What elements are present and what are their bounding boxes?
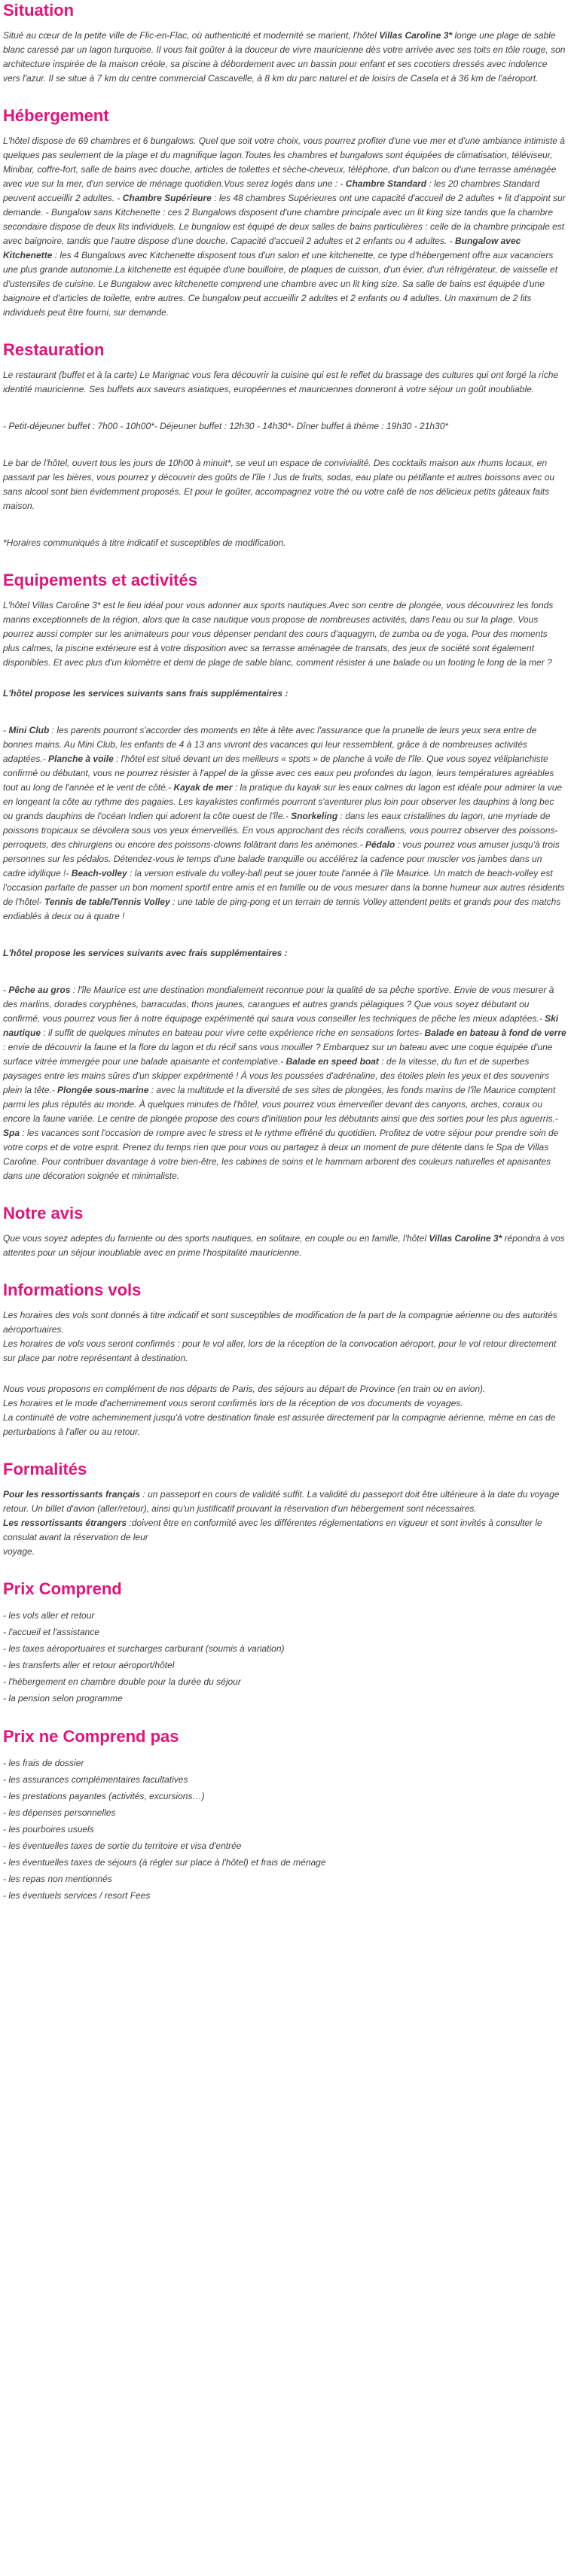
- list-item: - les assurances complémentaires facultatives: [3, 1774, 188, 1785]
- formalites-text-2: [3, 1516, 566, 1545]
- list-item: - les éventuelles taxes de sortie du territoire et visa d'entrée: [3, 1841, 242, 1851]
- service-ski-nautique: Ski nautique: [3, 1013, 559, 1038]
- paid-services-part: : les vacances sont l'occasion de rompre avec le stress et le rythme effréné du quotidien. Profitez de votre séjour pour prendre soin de votre corps et de votre esprit. Prenez du temps rien que pour vous ou partagez à deux un moment de pure détente dans le Spa de Villas Caroline. Pour contribuer davantage à votre bien-être, les cabines de soins et le hammam arborent des couleurs naturelles et apaisantes dans une décoration soignée et minimaliste.: [3, 1128, 559, 1181]
- formalites-text-1: [3, 1487, 566, 1516]
- comprend-heading: Prix Comprend: [3, 1579, 122, 1598]
- restauration-text-1: Le restaurant (buffet et à la carte) Le Marignac vous fera découvrir la cuisine qui est le reflet du brassage des cultures qui ont forgé la riche identité mauricienne. Ses buffets aux saveurs asiatiques, européennes et mauriciennes donneront à votre séjour un goût inoubliable.: [3, 370, 559, 394]
- section-restauration: [3, 340, 566, 550]
- list-item: - les transferts aller et retour aéroport/hôtel: [3, 1660, 175, 1670]
- formalites-label-etrangers: Les ressortissants étrangers: [3, 1518, 127, 1528]
- list-item: - les repas non mentionnés: [3, 1874, 112, 1884]
- formalites-label-francais: Pour les ressortissants français: [3, 1489, 141, 1500]
- restauration-heading: Restauration: [3, 340, 105, 359]
- situation-text-part: Situé au cœur de la petite ville de Flic-en-Flac, où authenticité et modernité se marient, l'hôtel: [3, 30, 380, 41]
- list-item: - l'accueil et l'assistance: [3, 1627, 99, 1637]
- ne-comprend-heading: Prix ne Comprend pas: [3, 1727, 179, 1746]
- list-item: - les vols aller et retour: [3, 1610, 95, 1621]
- hotel-name: Villas Caroline 3*: [429, 1233, 502, 1244]
- service-plongee: Plongée sous-marine: [57, 1085, 149, 1095]
- section-prix-ne-comprend-pas: [3, 1726, 566, 1904]
- section-hebergement: [3, 105, 566, 320]
- service-bateau-fond-verre: Balade en bateau à fond de verre: [424, 1028, 566, 1038]
- service-pedalo: Pédalo: [365, 839, 395, 850]
- paid-services-heading: [3, 946, 566, 961]
- formalites-text-part: : un passeport en cours de validité suffit. La validité du passeport doit être ultérieure à la date du voyage retour. Un billet d'avion (aller/retour), ainsi qu'un justificatif prouvant la réservation d'un hébergement sont nécessaires.: [3, 1489, 560, 1514]
- equipements-heading: Equipements et activités: [3, 571, 197, 589]
- paid-services-part: -: [3, 985, 9, 995]
- list-item: - les pourboires usuels: [3, 1824, 94, 1835]
- list-item: - l'hébergement en chambre double pour la durée du séjour: [3, 1676, 241, 1687]
- room-type-superieure: Chambre Supérieure: [122, 193, 212, 203]
- vols-text-1: Les horaires des vols sont donnés à titre indicatif et sont susceptibles de modification de la part de la compagnie aérienne ou des autorités aéroportuaires.: [3, 1310, 557, 1335]
- formalites-text-part: :doivent être en conformité avec les différentes réglementations en vigueur et sont invités à consulter le consulat avant la réservation de leur: [3, 1518, 542, 1542]
- section-vols: [3, 1280, 566, 1439]
- formalites-text-3: voyage.: [3, 1546, 35, 1557]
- free-services-part: -: [3, 725, 9, 735]
- service-planche-a-voile: Planche à voile: [48, 754, 114, 764]
- free-services-part: : une table de ping-pong et un terrain de tennis Volley attendent petits et grands pour des matchs endiablés à deux ou à quatre !: [3, 897, 561, 921]
- vols-text-2: Les horaires de vols vous seront confirmés : pour le vol aller, lors de la réception de la convocation aéroport, pour le vol retour directement sur place par notre représentant à destination.: [3, 1338, 557, 1363]
- free-services-text: [3, 723, 566, 924]
- paid-services-part: : l'île Maurice est une destination mondialement reconnue pour la qualité de sa pêche sportive. Envie de vous mesurer à des marlins, dorades coryphènes, barracudas, thons jaunes, carangues et autres grands pélagiques ? Que vous soyez débutant ou confirmé, vous pourrez vous fier à notre équipage expérimenté qui saura vous conseiller les techniques de pêche les mieux adaptées.-: [3, 985, 554, 1024]
- avis-heading: Notre avis: [3, 1204, 84, 1223]
- service-snorkeling: Snorkeling: [291, 811, 338, 821]
- service-spa: Spa: [3, 1128, 20, 1138]
- free-services-part: : vous pourrez vous amuser jusqu'à trois personnes sur les pédalos. Détendez-vous le temps d'une balade tranquille ou accélérez la cadence pour muscler vos jambes dans un cadre idyllique !-: [3, 839, 560, 878]
- service-peche: Pêche au gros: [8, 985, 71, 995]
- restauration-hours: - Petit-déjeuner buffet : 7h00 - 10h00*- Déjeuner buffet : 12h30 - 14h30*- Dîner buffet à thème : 19h30 - 21h30*: [3, 421, 449, 431]
- avis-text: [3, 1232, 566, 1260]
- hebergement-text-part: : les 20 chambres Standard peuvent accueillir 2 adultes. -: [3, 178, 540, 203]
- situation-text-part: longe une plage de sable blanc caressé par un lagon turquoise. Il vous fait goûter à la douceur de vivre mauricienne dès votre arrivée avec ses toits en tôle rouge, son architecture inspirée de la maison créole, sa piscine à débordement avec un bassin pour enfant et ses cocotiers dressés avec indolence vers l'azur. Il se situe à 7 km du centre commercial Cascavelle, à 8 km du parc naturel et de loisirs de Casela et à 36 km de l'aéroport.: [3, 30, 566, 84]
- service-mini-club: Mini Club: [8, 725, 50, 735]
- vols-text-3: Nous vous proposons en complément de nos départs de Paris, des séjours au départ de Province (en train ou en avion).: [3, 1384, 486, 1394]
- hebergement-heading: Hébergement: [3, 106, 109, 125]
- section-situation: [3, 0, 566, 86]
- formalites-heading: Formalités: [3, 1460, 87, 1478]
- section-avis: [3, 1203, 566, 1260]
- list-item: - les éventuelles taxes de séjours (à régler sur place à l'hôtel) et frais de ménage: [3, 1857, 326, 1868]
- section-prix-comprend: [3, 1579, 566, 1707]
- free-services-part: : la pratique du kayak sur les eaux calmes du lagon est idéale pour admirer la vue en longeant la côte au rythme des pagaies. Les kayakistes confirmés pourront s'aventurer plus loin pour observer les dauphins à long bec ou grands dauphins de l'océan Indien qui adorent la côte ouest de l'île.-: [3, 782, 563, 821]
- list-item: - les prestations payantes (activités, excursions…): [3, 1791, 205, 1801]
- room-type-bungalow-kitchenette: Bungalow avec Kitchenette: [3, 236, 521, 260]
- service-kayak: Kayak de mer: [173, 782, 233, 793]
- restauration-bar: Le bar de l'hôtel, ouvert tous les jours de 10h00 à minuit*, se veut un espace de convivialité. Des cocktails maison aux rhums locaux, en passant par les bières, vous pourrez y découvrir des goûts de l'île ! Jus de fruits, sodas, eau plate ou pétillante et autres boissons avec ou sans alcool sont bien évidemment proposés. Et pour le goûter, accompagnez votre thé ou votre café de nos délicieux petits gâteaux faits maison.: [3, 458, 555, 511]
- section-equipements: [3, 570, 566, 1183]
- paid-services-part: : il suffit de quelques minutes en bateau pour vivre cette expérience riche en sensations fortes-: [41, 1028, 425, 1038]
- room-type-standard: Chambre Standard: [345, 178, 427, 189]
- avis-text-part: répondra à vos attentes pour un séjour inoubliable avec en prime l'hospitalité mauricienne.: [3, 1233, 565, 1258]
- equipements-text: L'hôtel Villas Caroline 3* est le lieu idéal pour vous adonner aux sports nautiques.Avec son centre de plongée, vous découvrirez les fonds marins exceptionnels de la région, alors que la case nautique vous propose de nombreuses activités, dans l'eau ou sur la plage. Vous pourrez aussi compter sur les animateurs pour vous dépenser pendant des cours d'aquagym, de zumba ou de yoga. Pour des moments plus calmes, la piscine extérieure est à votre disposition avec sa terrasse aménagée de transats, des jeux de société sont également disponibles. Et avec plus d'un kilomètre et demi de plage de sable blanc, comment résister à une balade ou un footing le long de la mer ?: [3, 600, 554, 668]
- paid-services-part: : de la vitesse, du fun et de superbes paysages entre les mains sûres d'un skipper expérimenté ! À vous les poussées d'adrénaline, des étoiles plein les yeux et des souvenirs plein la tête.-: [3, 1056, 549, 1095]
- situation-text: [3, 29, 566, 86]
- hebergement-text-part: L'hôtel dispose de 69 chambres et 6 bungalows. Quel que soit votre choix, vous pourrez profiter d'une vue mer et d'une ambiance intimiste à quelques pas seulement de la plage et du magnifique lagon.Toutes les chambres et bungalows sont équipées de climatisation, téléviseur, Minibar, coffre-fort, salle de bains avec douche, articles de toilettes et sèche-cheveux, téléphone, d'un balcon ou d'une terrasse aménagée avec vue sur la mer, d'un service de ménage quotidien.Vous serez logés dans une : -: [3, 135, 565, 189]
- hebergement-text-part: : les 48 chambres Supérieures ont une capacité d'accueil de 2 adultes + lit d'appoint sur demande. - Bungalow sans Kitchenette : ces 2 Bungalows disposent d'une chambre principale avec un lit king size tandis que la chambre secondaire dispose de deux lits individuels. Le bungalow est équipé de deux salles de bains particulières : celle de la chambre principale est avec baignoire, tandis que l'autre dispose d'une douche. Capacité d'accueil 2 adultes et 2 enfants ou 4 adultes. -: [3, 193, 566, 246]
- vols-heading: Informations vols: [3, 1280, 142, 1299]
- vols-text-5: La continuité de votre acheminement jusqu'à votre destination finale est assurée directement par la compagnie aérienne, même en cas de perturbations à l'aller ou au retour.: [3, 1412, 556, 1437]
- service-speed-boat: Balade en speed boat: [286, 1056, 379, 1067]
- paid-services-heading-text: L'hôtel propose les services suivants avec frais supplémentaires :: [3, 948, 288, 958]
- restauration-note: *Horaires communiqués à titre indicatif et susceptibles de modification.: [3, 537, 286, 548]
- paid-services-part: : avec la multitude et la diversité de ses sites de plongées, les fonds marins de l'île Maurice comptent parmi les plus réputés au monde. À quelques minutes de l'hôtel, vous pourrez vous émerveiller devant des canyons, arches, coraux ou encore la faune variée. Le centre de plongée propose des cours d'initiation pour les débutants ainsi que des sorties pour les plus aguerris.-: [3, 1085, 558, 1124]
- list-item: - les éventuels services / resort Fees: [3, 1890, 151, 1901]
- hotel-name: Villas Caroline 3*: [379, 30, 453, 41]
- hebergement-text-part: : les 4 Bungalows avec Kitchenette disposent tous d'un salon et une kitchenette, ce type d'hébergement offre aux vacanciers une plus grande autonomie.La kitchenette est équipée d'une bouilloire, de plaques de cuisson, d'un évier, d'un réfrigérateur, de vaisselle et d'ustensiles de cuisine. Le Bungalow avec kitchenette comprend une chambre avec un lit king size. Sa salle de bains est équipée d'une baignoire et d'articles de toilette, entre autres. Ce bungalow peut accueillir 2 adultes et 2 enfants ou 4 adultes. Un maximum de 2 lits individuels peut être fourni, sur demande.: [3, 250, 558, 318]
- service-beach-volley: Beach-volley: [71, 868, 127, 878]
- free-services-heading-text: L'hôtel propose les services suivants sans frais supplémentaires :: [3, 688, 289, 699]
- list-item: - les taxes aéroportuaires et surcharges carburant (soumis à variation): [3, 1643, 285, 1654]
- free-services-part: : dans les eaux cristallines du lagon, une myriade de poissons tropicaux se dévoilera sous vos yeux émerveillés. En vous approchant des récifs coralliens, vous pourrez observer des poissons-perroquets, des chirurgiens ou encore des poissons-clowns folâtrant dans les anémones.-: [3, 811, 558, 850]
- paid-services-text: [3, 983, 566, 1183]
- free-services-part: : la version estivale du volley-ball peut se jouer toute l'année à l'île Maurice. Un match de beach-volley est l'occasion parfaite de passer un bon moment sportif entre amis et en famille ou de vous mesurer dans la bonne humeur aux autres résidents de l'hôtel-: [3, 868, 565, 907]
- free-services-heading: [3, 687, 566, 701]
- section-formalites: [3, 1459, 566, 1559]
- list-item: - les dépenses personnelles: [3, 1807, 116, 1818]
- free-services-part: : les parents pourront s'accorder des moments en tête à tête avec l'assurance que la prunelle de leurs yeux sera entre de bonnes mains. Au Mini Club, les enfants de 4 à 13 ans vivront des vacances qui leur ressemblent, grâce à de nombreuses activités adaptées.-: [3, 725, 537, 764]
- avis-text-part: Que vous soyez adeptes du farniente ou des sports nautiques, en solitaire, en couple ou en famille, l'hôtel: [3, 1233, 429, 1244]
- list-item: - les frais de dossier: [3, 1758, 84, 1768]
- service-tennis: Tennis de table/Tennis Volley: [44, 897, 170, 907]
- hebergement-text: [3, 134, 566, 320]
- list-item: - la pension selon programme: [3, 1693, 123, 1704]
- free-services-part: : l'hôtel est situé devant un des meilleurs « spots » de planche à voile de l'île. Que vous soyez véliplanchiste confirmé ou débutant, vous ne pourrez résister à l'appel de la glisse avec ces eaux peu profondes du lagon, leurs températures agréables tout au long de l'année et le vent de côté.-: [3, 754, 554, 793]
- situation-heading: Situation: [3, 1, 75, 20]
- vols-text-4: Les horaires et le mode d'acheminement vous seront confirmés lors de la réception de vos documents de voyages.: [3, 1398, 463, 1408]
- paid-services-part: : envie de découvrir la faune et la flore du lagon et du récif sans vous mouiller ? Embarquez sur un bateau avec une coque équipée d'une surface vitrée immergée pour une balade apaisante et contemplative.-: [3, 1042, 553, 1067]
